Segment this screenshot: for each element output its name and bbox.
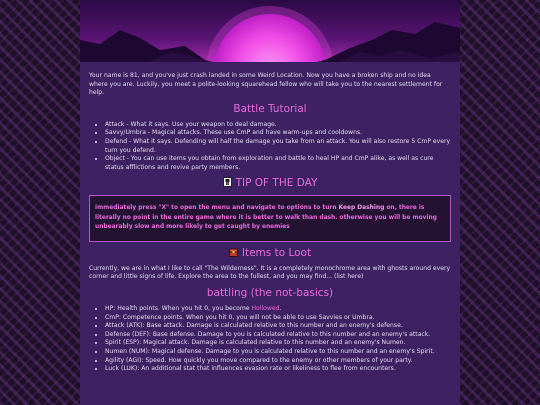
list-item: • CmP: Competence points. When you hit 0, you will not be able to use Savvies or Umbra. (105, 314, 451, 323)
banner-image (80, 0, 460, 66)
treasure-chest-icon (229, 247, 238, 257)
items-to-loot-text: Currently, we are in what I like to call "The Wilderness". It is a completely monochrome area with ghosts around every corner and little signs of life. Explore the area to the fullest, and you may find... (list here) (89, 264, 451, 281)
list-item: • Agility (AGI): Speed. How quickly you move compared to the enemy or other members of your party. (105, 357, 451, 366)
battle-tutorial-list (89, 121, 451, 173)
page-panel (80, 0, 460, 405)
battling-list (89, 305, 451, 374)
list-item (105, 305, 451, 314)
list-item: • Savvy/Umbra - Magical attacks. These use CmP and have warm-ups and cooldowns. (105, 129, 451, 138)
list-item: • Attack - What it says. Use your weapon to deal damage. (105, 121, 451, 130)
items-to-loot-title: Items to Loot (241, 246, 312, 259)
items-to-loot-heading (89, 247, 451, 260)
list-item: • Luck (LUK): An additional stat that influences evasion rate or likeliness to flee from encounters. (105, 365, 451, 374)
list-item: • Attack (ATK): Base attack. Damage is calculated relative to this number and an enemy's defense. (105, 322, 451, 331)
list-item: • Numen (NUM): Magical defense. Damage to you is calculated relative to this number and an enemy's Spirit. (105, 348, 451, 357)
intro-text: Your name is 81, and you've just crash landed in some Weird Location. Now you have a broken ship and no idea where you are. Luckily, you meet a polite-looking squarehead fellow who will take you to the nearest settlement for help. (89, 72, 443, 97)
tip-text-before: immediately press "X" to open the menu and navigate to options to turn (95, 205, 339, 212)
battle-tutorial-heading: Battle Tutorial (233, 102, 307, 115)
tip-highlight: Keep Dashing (338, 205, 385, 212)
tip-title: TIP OF THE DAY (235, 177, 318, 190)
list-item: • Spirit (ESP): Magical attack. Damage is calculated relative to this number and an enemy's Numen. (105, 339, 451, 348)
tip-heading (89, 177, 451, 190)
hollowed-highlight: Hollowed (251, 305, 280, 313)
battling-heading: battling (the not-basics) (206, 287, 334, 300)
list-item: • Defense (DEF): Base defense. Damage to you is calculated relative to this number and an enemy's attack. (105, 331, 451, 340)
hp-suffix: . (279, 305, 282, 313)
tip-box (89, 195, 451, 242)
character-card-icon (223, 177, 232, 187)
tip-text-after: on, there is literally no point in the entire game where it is better to walk than dash. otherwise you will be moving unbearably slow and more likely to get caught by enemies (95, 205, 437, 231)
list-item: • Defend - What it says. Defending will half the damage you take from an attack. You will also restore 5 CmP every turn you defend. (105, 138, 451, 155)
hp-prefix: HP: Health points. When you hit 0, you become (105, 305, 252, 313)
list-item: • Object - You can use items you obtain from exploration and battle to heal HP and CmP alike, as well as cure status afflictions and revive party members. (105, 155, 451, 172)
